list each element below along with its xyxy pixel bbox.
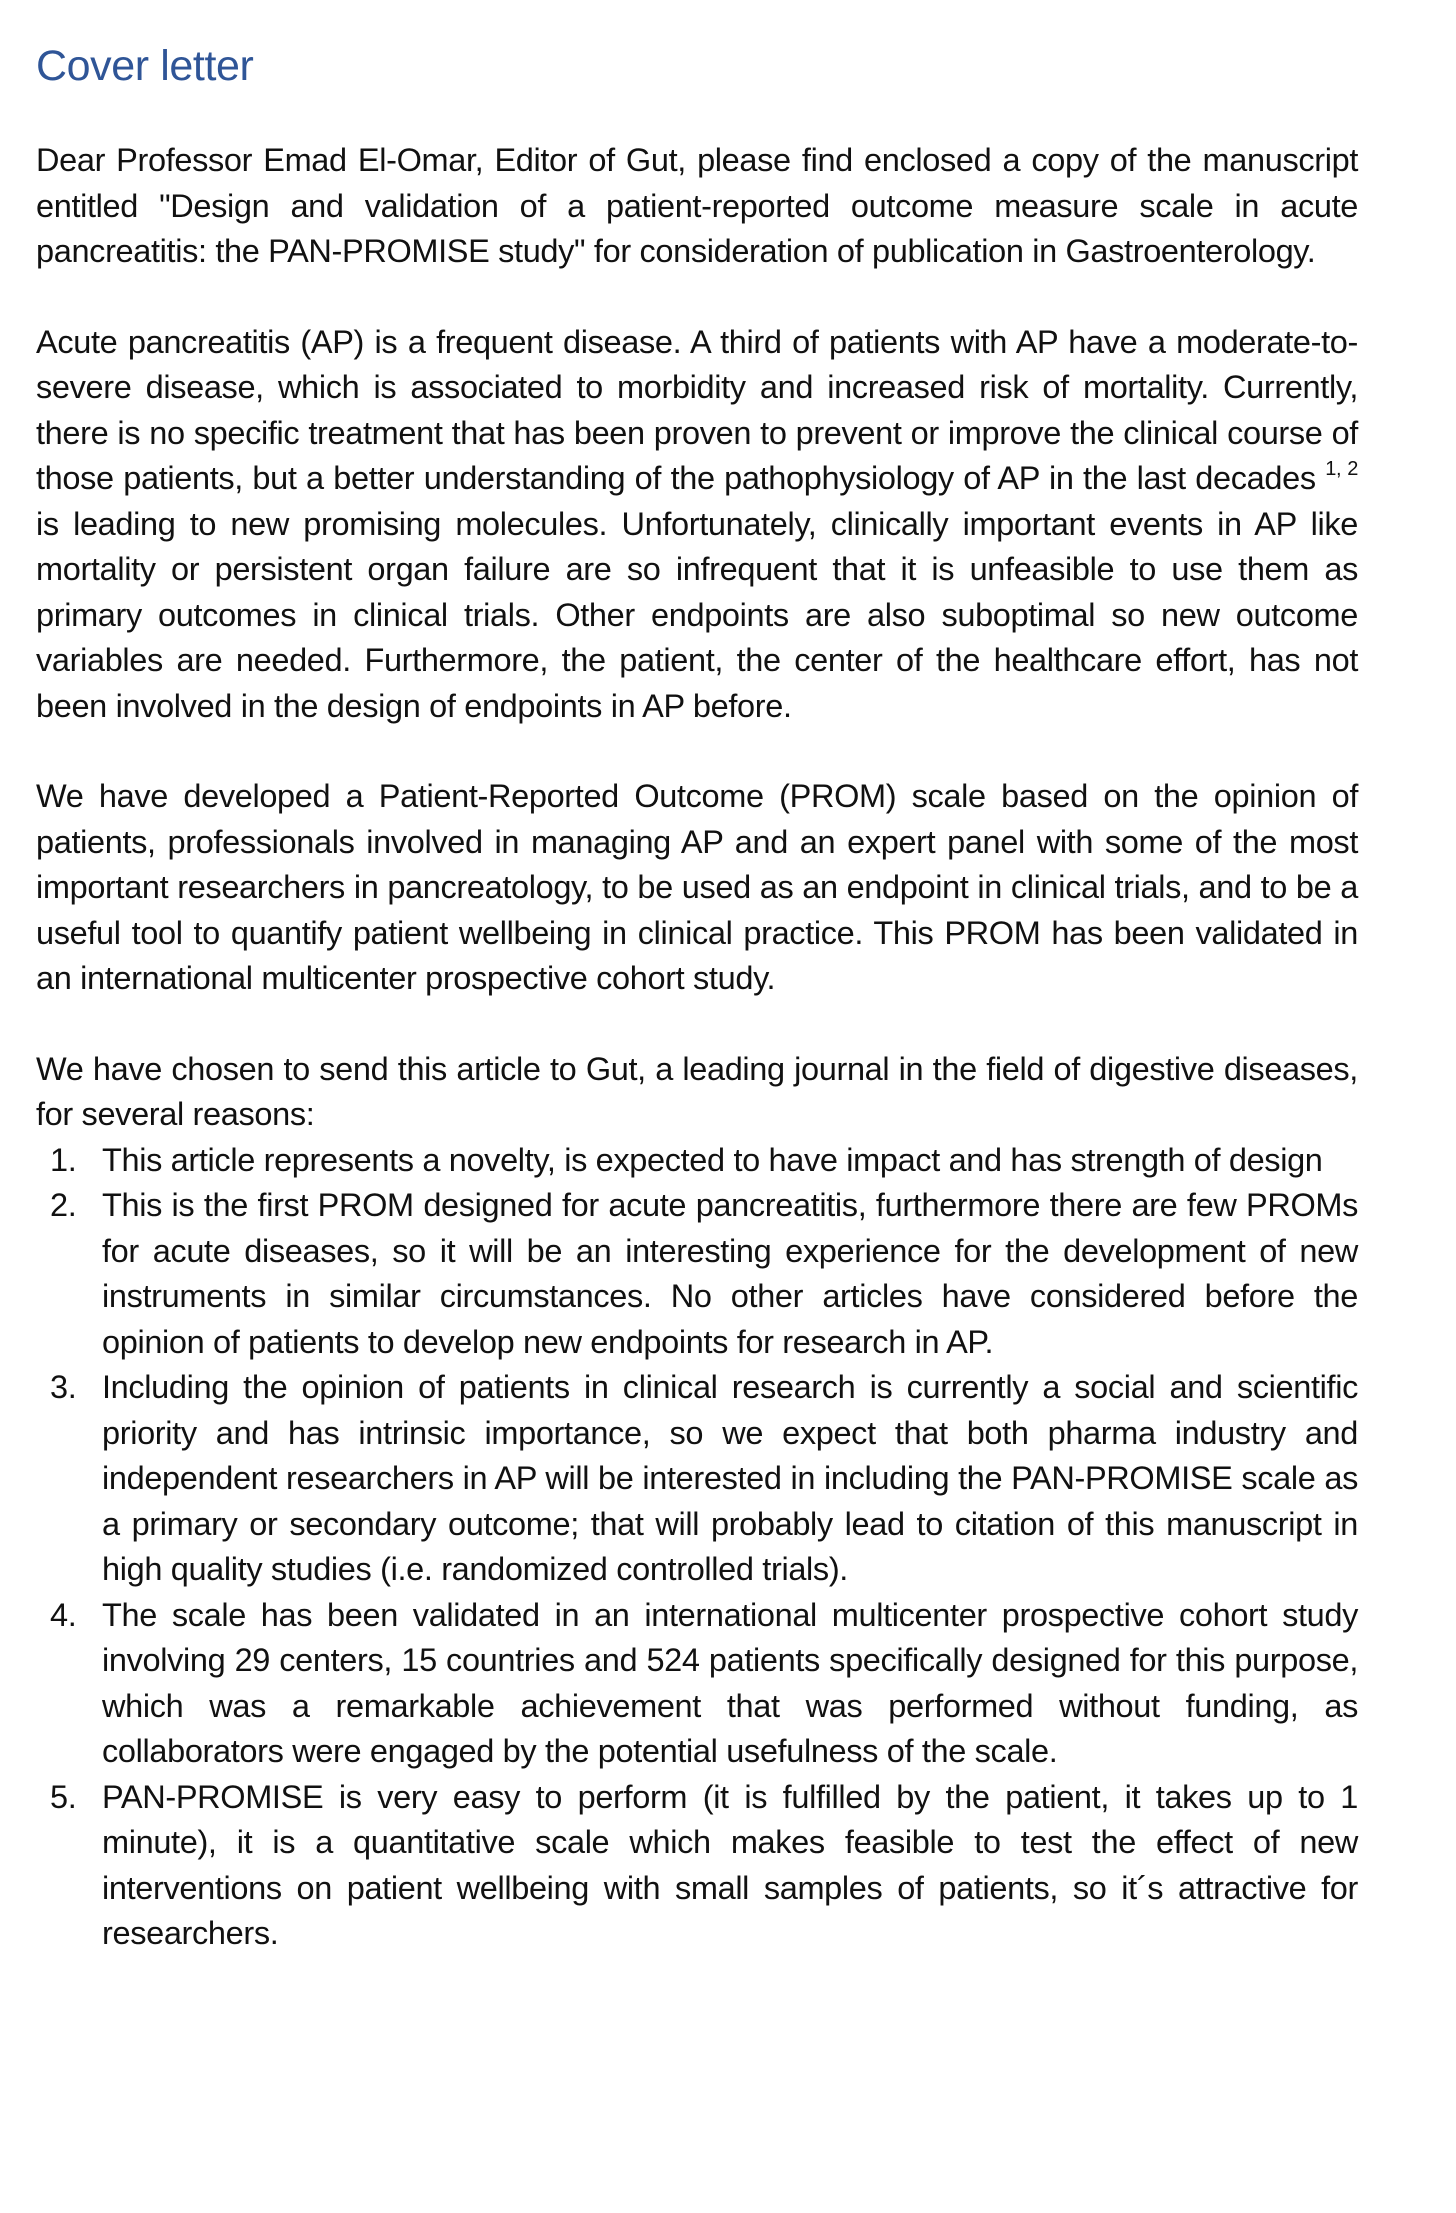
list-item: [36, 1183, 1358, 1365]
list-item-text: This is the first PROM designed for acute pancreatitis, furthermore there are few PROMs for acute diseases, so it will be an interesting experience for the development of new instruments in similar circumstances. No other articles have considered before the opinion of patients to develop new endpoints for research in AP.: [102, 1187, 1358, 1360]
list-item: [36, 1138, 1358, 1184]
list-item-number: 4.: [50, 1596, 77, 1633]
list-item-text: Including the opinion of patients in clinical research is currently a social and scientific priority and has intrinsic importance, so we expect that both pharma industry and independent researchers in AP will be interested in including the PAN-PROMISE scale as a primary or secondary outcome; that will probably lead to citation of this manuscript in high quality studies (i.e. randomized controlled trials).: [102, 1369, 1358, 1587]
reasons-list: [36, 1138, 1358, 1957]
citation-superscript: 1, 2: [1325, 458, 1358, 481]
list-item: [36, 1775, 1358, 1957]
background-text-part-1: Acute pancreatitis (AP) is a frequent disease. A third of patients with AP have a moderate-to-severe disease, which is associated to morbidity and increased risk of mortality. Currently, there is no specific treatment that has been proven to prevent or improve the clinical course of those patients, but a better understanding of the pathophysiology of AP in the last decades: [36, 323, 1358, 496]
salutation-paragraph: Dear Professor Emad El-Omar, Editor of Gut, please find enclosed a copy of the manuscript entitled "Design and validation of a patient-reported outcome measure scale in acute pancreatitis: the PAN-PROMISE study" for consideration of publication in Gastroenterology.: [36, 142, 1358, 269]
list-item-text: This article represents a novelty, is expected to have impact and has strength of design: [102, 1141, 1323, 1178]
page-title: Cover letter: [36, 42, 254, 90]
list-item-number: 2.: [50, 1187, 77, 1223]
list-item-text: The scale has been validated in an international multicenter prospective cohort study involving 29 centers, 15 countries and 524 patients specifically designed for this purpose, which was a remarkable achievement that was performed without funding, as collaborators were engaged by the potential usefulness of the scale.: [102, 1596, 1358, 1769]
list-item: [36, 1365, 1358, 1593]
prom-development-paragraph: We have developed a Patient-Reported Outcome (PROM) scale based on the opinion of patients, professionals involved in managing AP and an expert panel with some of the most important researchers in pancreatology, to be used as an endpoint in clinical trials, and to be a useful tool to quantify patient wellbeing in clinical practice. This PROM has been validated in an international multicenter prospective cohort study.: [36, 778, 1358, 996]
cover-letter-page: [36, 36, 1358, 1957]
list-item-text: PAN-PROMISE is very easy to perform (it is fulfilled by the patient, it takes up to 1 minute), it is a quantitative scale which makes feasible to test the effect of new interventions on patient wellbeing with small samples of patients, so it´s attractive for researchers.: [102, 1778, 1358, 1951]
list-item-number: 1.: [50, 1141, 77, 1178]
list-item-number: 5.: [50, 1778, 77, 1815]
background-text-part-2: is leading to new promising molecules. Unfortunately, clinically important events in AP like mortality or persistent organ failure are so infrequent that it is unfeasible to use them as primary outcomes in clinical trials. Other endpoints are also suboptimal so new outcome variables are needed. Furthermore, the patient, the center of the healthcare effort, has not been involved in the design of endpoints in AP before.: [36, 505, 1358, 724]
list-item-number: 3.: [50, 1369, 77, 1405]
reasons-intro-paragraph: We have chosen to send this article to Gut, a leading journal in the field of digestive diseases, for several reasons:: [36, 1050, 1358, 1132]
background-paragraph: [36, 320, 1358, 730]
list-item: [36, 1593, 1358, 1775]
